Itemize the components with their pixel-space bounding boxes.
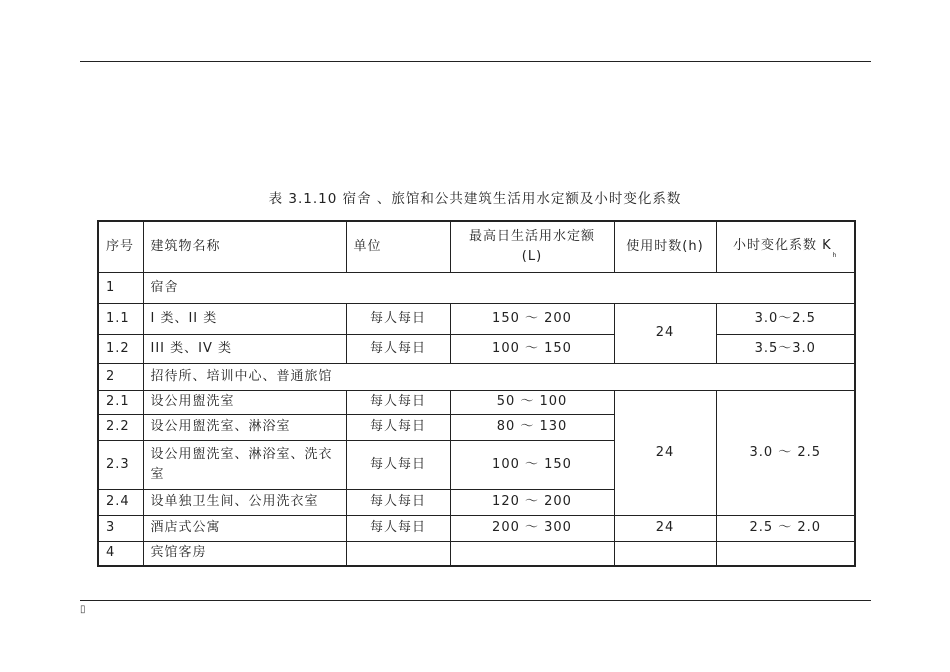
water-quota-table: [97, 220, 856, 567]
row-name: 设公用盥洗室: [143, 390, 346, 414]
row-coef: 3.5～3.0: [716, 334, 855, 363]
header-quota-line1: 最高日生活用水定额: [468, 228, 595, 244]
footer-rule: [80, 600, 871, 601]
row-hours-merged: 24: [614, 390, 716, 515]
row-unit: 每人每日: [346, 303, 450, 334]
row-hours-merged: 24: [614, 303, 716, 363]
header-rule: [80, 61, 871, 62]
row-quota: 120 ～ 200: [450, 489, 614, 515]
row-seq: 2.4: [98, 489, 143, 515]
row-name: 宿舍: [143, 272, 855, 303]
row-quota: 50 ～ 100: [450, 390, 614, 414]
table-row: [98, 334, 855, 363]
row-seq: 2: [98, 363, 143, 390]
row-name: 设公用盥洗室、淋浴室、洗衣室: [143, 440, 346, 489]
header-quota-line2: (L): [521, 248, 543, 264]
table-row: [98, 541, 855, 566]
header-seq: 序号: [98, 221, 143, 272]
row-seq: 3: [98, 515, 143, 541]
row-seq: 4: [98, 541, 143, 566]
table-row: [98, 303, 855, 334]
row-name: 设公用盥洗室、淋浴室: [143, 414, 346, 440]
row-unit: 每人每日: [346, 515, 450, 541]
table-row: [98, 515, 855, 541]
row-seq: 2.3: [98, 440, 143, 489]
row-seq: 1: [98, 272, 143, 303]
row-quota: 200 ～ 300: [450, 515, 614, 541]
row-unit: 每人每日: [346, 414, 450, 440]
row-unit: 每人每日: [346, 489, 450, 515]
table-row: [98, 390, 855, 414]
header-hours: 使用时数(h): [614, 221, 716, 272]
row-coef-empty: [716, 541, 855, 566]
row-coef: 3.0～2.5: [716, 303, 855, 334]
row-seq: 1.1: [98, 303, 143, 334]
header-coef-sub: h: [832, 251, 838, 259]
row-name: 宾馆客房: [143, 541, 346, 566]
header-row: [98, 221, 855, 272]
table-row: [98, 272, 855, 303]
row-name: I 类、II 类: [143, 303, 346, 334]
footer-mark: ▯: [80, 604, 86, 615]
row-quota: 80 ～ 130: [450, 414, 614, 440]
header-coef: [716, 221, 855, 272]
header-coef-main: 小时变化系数 K: [733, 237, 832, 253]
table-row: [98, 363, 855, 390]
row-name: III 类、IV 类: [143, 334, 346, 363]
row-name: 酒店式公寓: [143, 515, 346, 541]
row-name: 招待所、培训中心、普通旅馆: [143, 363, 855, 390]
row-seq: 2.1: [98, 390, 143, 414]
header-name: 建筑物名称: [143, 221, 346, 272]
table-caption: 表 3.1.10 宿舍 、旅馆和公共建筑生活用水定额及小时变化系数: [268, 191, 682, 207]
row-unit: 每人每日: [346, 334, 450, 363]
row-unit-empty: [346, 541, 450, 566]
row-coef-merged: 3.0 ～ 2.5: [716, 390, 855, 515]
row-hours-empty: [614, 541, 716, 566]
row-unit: 每人每日: [346, 390, 450, 414]
row-quota-empty: [450, 541, 614, 566]
row-seq: 2.2: [98, 414, 143, 440]
row-hours: 24: [614, 515, 716, 541]
row-unit: 每人每日: [346, 440, 450, 489]
row-quota: 100 ～ 150: [450, 334, 614, 363]
header-unit: 单位: [346, 221, 450, 272]
row-name: 设单独卫生间、公用洗衣室: [143, 489, 346, 515]
row-coef: 2.5 ～ 2.0: [716, 515, 855, 541]
row-quota: 150 ～ 200: [450, 303, 614, 334]
row-seq: 1.2: [98, 334, 143, 363]
header-quota: [450, 221, 614, 272]
row-quota: 100 ～ 150: [450, 440, 614, 489]
